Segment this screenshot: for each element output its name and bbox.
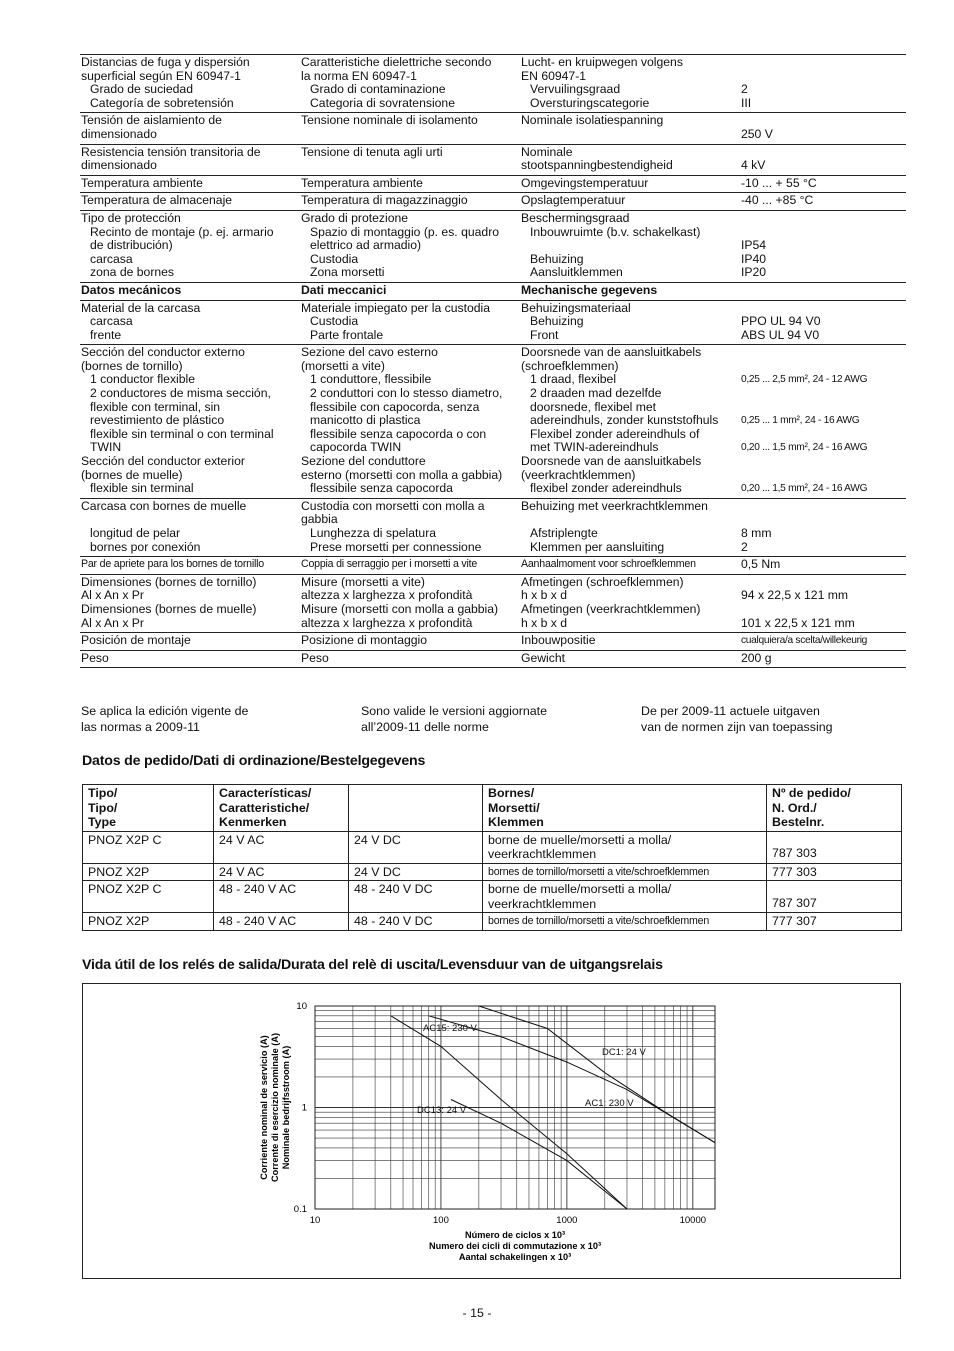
y-tick-label: 1	[301, 1102, 307, 1114]
technical-data-table	[80, 54, 906, 668]
spec-row-torque: Par de apriete para los bornes de tornillo Coppia di serraggio per i morsetti a vite Aanhaalmoment voor schroefklemmen 0,5 Nm	[80, 557, 906, 575]
lifetime-chart	[83, 984, 900, 1278]
x-axis-label: Aantal schakelingen x 10³	[458, 1252, 572, 1262]
x-tick-label: 10000	[679, 1215, 707, 1226]
order-row: PNOZ X2P C 24 V AC 24 V DC borne de muelle/morsetti a molla/ veerkrachtklemmen 787 303	[83, 831, 902, 863]
spec-row-storage: Temperatura de almacenaje Temperatura di magazzinaggio Opslagtemperatuur -40 ... +85 °C	[80, 193, 906, 211]
series-label: DC13: 24 V	[417, 1105, 467, 1116]
spec-row-protection: Tipo de protección Recinto de montaje (p. ej. armario de distribución) carcasa zona de bornes Grado di protezione Spazio di montaggio (p. es. quadro elettrico ad armadio) Custodia Zona morsetti Beschermingsgraad Inbouwruimte (b.v. schakelkast) Behuizing Aansluitklemmen IP54 IP40 IP20	[80, 210, 906, 282]
page-number: - 15 -	[462, 1306, 492, 1320]
y-tick-label: 0.1	[293, 1204, 307, 1215]
y-axis-label: Corriente nominal de servicio (A)	[259, 1035, 269, 1180]
lifetime-chart-frame	[82, 983, 901, 1279]
x-tick-label: 100	[433, 1215, 449, 1226]
series-label: AC15: 230 V	[423, 1023, 477, 1034]
spec-row-conductor: Sección del conductor externo (bornes de tornillo) 1 conductor flexible 2 conductores de misma sección, flexible con terminal, sin revestimiento de plástico flexible sin terminal o con terminal TWIN Sección del conductor exterior (bornes de muelle) flexible sin terminal Sezione del cavo esterno (morsetti a vite) 1 conduttore, flessibile 2 conduttori con lo stesso diametro, flessibile con capocorda, senza manicotto di plastica flessibile senza capocorda o con capocorda TWIN Sezione del conduttore esterno (morsetti con molla a gabbia) flessibile senza capocorda Doorsnede van de aansluitkabels (schroefklemmen) 1 draad, flexibel 2 draaden mad dezelfde doorsnede, flexibel met adereindhuls, zonder kunststofhuls Flexibel zonder adereindhuls of met TWIN-adereindhuls Doorsnede van de aansluitkabels (veerkrachtklemmen) flexibel zonder adereindhuls 0,25 ... 2,5 mm², 24 - 12 AWG 0,25 ... 1 mm², 24 - 16 AWG 0,20 ... 1,5 mm², 24 - 16 AWG 0,20 ... 1,5 mm², 24 - 16 AWG	[80, 345, 906, 499]
spec-row-insulation: Tensión de aislamiento de dimensionado Tensione nominale di isolamento Nominale isolatiespanning 250 V	[80, 113, 906, 144]
y-axis-label: Nominale bedrijfsstroom (A)	[281, 1045, 291, 1170]
y-tick-label: 10	[296, 1001, 307, 1012]
spec-row-mounting: Posición de montaje Posizione di montaggio Inbouwpositie cualquiera/a scelta/willekeurig	[80, 633, 906, 651]
order-title: Datos de pedido/Dati di ordinazione/Bestelgegevens	[82, 753, 426, 769]
spec-row-dimensions: Dimensiones (bornes de tornillo) Al x An x Pr Dimensiones (bornes de muelle) Al x An x Pr Misure (morsetti a vite) altezza x larghezza x profondità Misure (morsetti con molla a gabbia) altezza x larghezza x profondità Afmetingen (schroefklemmen) h x b x d Afmetingen (veerkrachtklemmen) h x b x d 94 x 22,5 x 121 mm 101 x 22,5 x 121 mm	[80, 574, 906, 632]
spec-row-spring: Carcasa con bornes de muelle longitud de pelar bornes por conexión Custodia con morsetti con molla a gabbia Lunghezza di spelatura Prese morsetti per connessione Behuizing met veerkrachtklemmen Afstriplengte Klemmen per aansluiting 8 mm 2	[80, 498, 906, 556]
spec-row-weight: Peso Peso Gewicht 200 g	[80, 650, 906, 668]
x-axis-label: Numero dei cicli di commutazione x 10³	[428, 1241, 602, 1251]
spec-row-surge: Resistencia tensión transitoria de dimensionado Tensione di tenuta agli urti Nominale stootspanningbestendigheid 4 kV	[80, 144, 906, 175]
lifetime-title: Vida útil de los relés de salida/Durata del relè di uscita/Levensduur van de uitgangsrelais	[82, 957, 663, 973]
series-label: DC1: 24 V	[602, 1047, 646, 1058]
x-tick-label: 10	[309, 1215, 321, 1226]
order-table	[82, 784, 902, 931]
spec-row-mech-header: Datos mecánicos Dati meccanici Mechanische gegevens	[80, 282, 906, 300]
series-label: AC1: 230 V	[585, 1098, 634, 1109]
order-row: PNOZ X2P 24 V AC 24 V DC bornes de tornillo/morsetti a vite/schroefklemmen 777 303	[83, 863, 902, 881]
x-tick-label: 1000	[556, 1215, 578, 1226]
order-row: PNOZ X2P 48 - 240 V AC 48 - 240 V DC bornes de tornillo/morsetti a vite/schroefklemmen 777 307	[83, 913, 902, 931]
spec-row-material: Material de la carcasa carcasa frente Materiale impiegato per la custodia Custodia Parte frontale Behuizingsmateriaal Behuizing Front PPO UL 94 V0 ABS UL 94 V0	[80, 300, 906, 345]
series-line	[479, 1006, 715, 1143]
x-axis-label: Número de ciclos x 10³	[464, 1230, 566, 1240]
series-line	[429, 1016, 715, 1143]
spec-row-ambient: Temperatura ambiente Temperatura ambiente Omgevingstemperatuur -10 ... + 55 °C	[80, 175, 906, 193]
y-axis-label: Corrente di esercizio nominale (A)	[270, 1032, 280, 1183]
note-it: Sono valide le versioni aggiornate all’2009-11 delle norme	[361, 704, 547, 734]
note-nl: De per 2009-11 actuele uitgaven van de normen zijn van toepassing	[641, 704, 833, 734]
order-row: PNOZ X2P C 48 - 240 V AC 48 - 240 V DC borne de muelle/morsetti a molla/ veerkrachtklemmen 787 307	[83, 881, 902, 913]
note-es: Se aplica la edición vigente de las normas a 2009-11	[81, 704, 249, 734]
order-header-row: Tipo/ Tipo/ Type Características/ Caratteristiche/ Kenmerken Bornes/ Morsetti/ Klemmen Nº de pedido/ N. Ord./ Bestelnr.	[83, 785, 902, 832]
spec-row-creepage: Distancias de fuga y dispersión superficial según EN 60947-1 Grado de suciedad Categoría de sobretensión Caratteristiche dielettriche secondo la norma EN 60947-1 Grado di contaminazione Categoria di sovratensione Lucht- en kruipwegen volgens EN 60947-1 Vervuilingsgraad Oversturingscategorie 2 III	[80, 55, 906, 113]
